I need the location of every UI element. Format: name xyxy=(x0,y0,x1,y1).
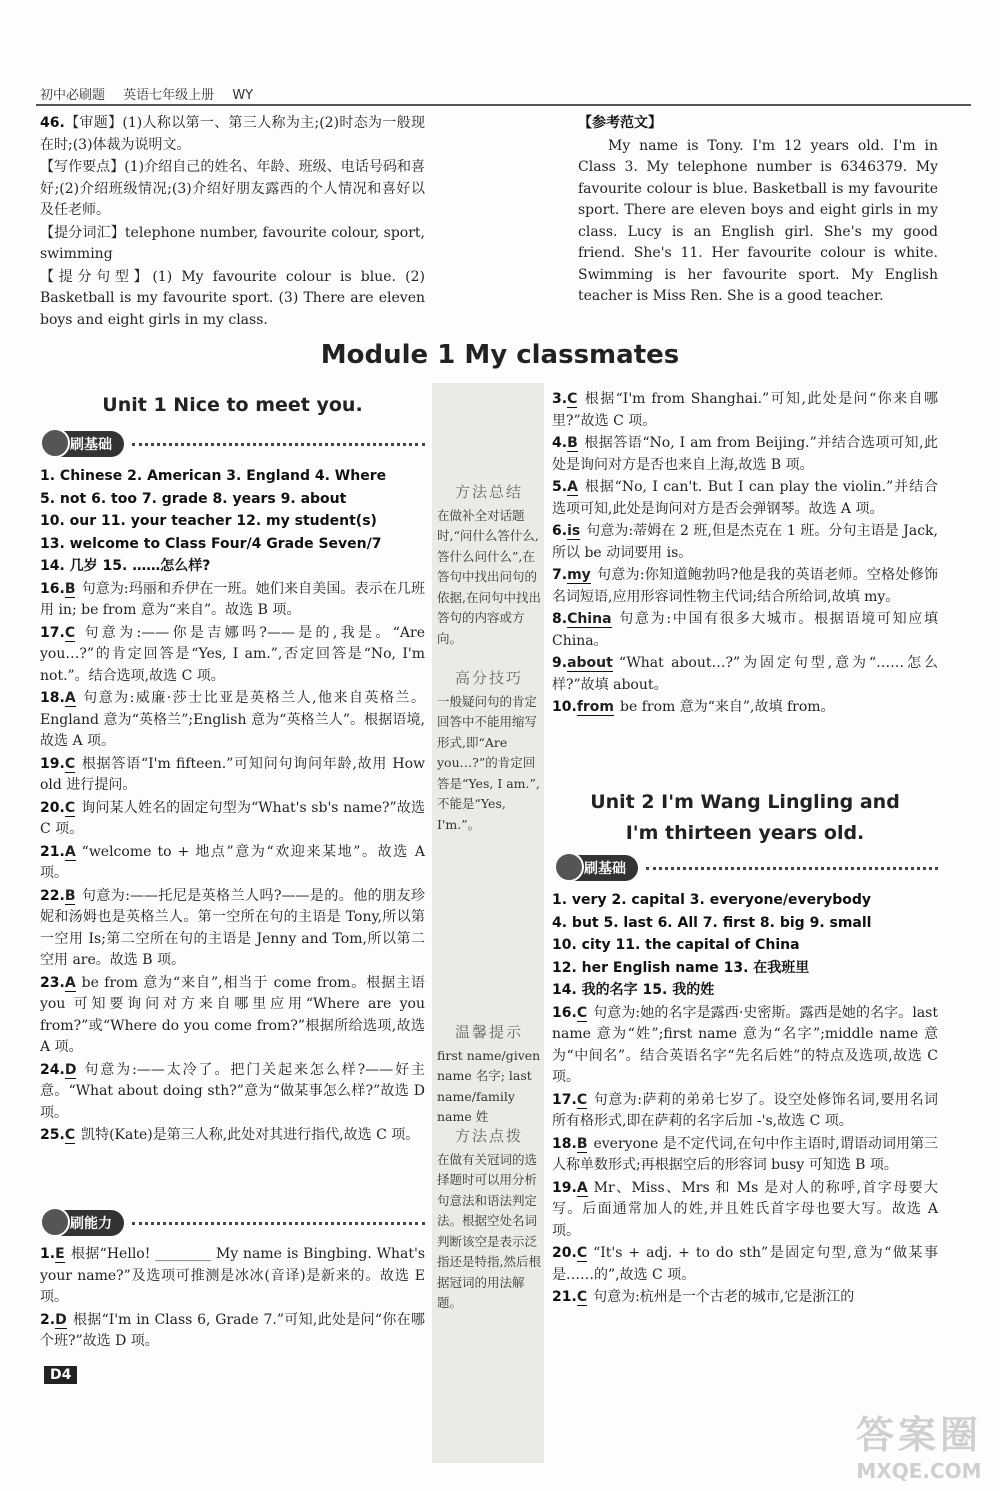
item-number: 4. xyxy=(552,435,568,451)
unit1-ability-answers xyxy=(40,1244,425,1354)
right-item xyxy=(552,389,938,432)
answer-letter: B xyxy=(64,887,76,904)
right-item xyxy=(552,653,938,696)
guide-text: 【写作要点】(1)介绍自己的姓名、年龄、班级、电话号码和喜好;(2)介绍班级情况;(3)介绍好朋友露西的个人情况和喜好以及任老师。 xyxy=(40,159,425,218)
item-number: 18. xyxy=(40,690,65,706)
right-item xyxy=(552,565,938,608)
answer-letter: B xyxy=(64,580,76,597)
u1-item xyxy=(40,688,425,753)
tip-text: first name/given name 名字; last name/family name 姓 xyxy=(437,1047,541,1124)
item-number: 1. xyxy=(40,1246,56,1262)
item-explanation: be from 意为“来自”,故填 from。 xyxy=(620,699,835,715)
tip-heading: 温馨提示 xyxy=(454,1023,523,1041)
item-number: 7. xyxy=(552,567,568,583)
u1-item xyxy=(40,1125,425,1147)
tip-heading: 高分技巧 xyxy=(454,669,523,687)
item-number: 16. xyxy=(552,1004,577,1021)
answer-letter: D xyxy=(64,1061,77,1078)
u1-item xyxy=(40,973,425,1059)
answer-letter: A xyxy=(64,974,76,991)
u1-item xyxy=(40,579,425,622)
u1-fill-line: 5. not 6. too 7. grade 8. years 9. about xyxy=(40,490,347,507)
item-number: 2. xyxy=(40,1311,56,1328)
item-explanation: 凯特(Kate)是第三人称,此处对其进行指代,故选 C 项。 xyxy=(81,1127,420,1143)
item-number: 6. xyxy=(552,523,568,539)
u2-item xyxy=(552,1243,938,1286)
tip-heading: 方法点拨 xyxy=(454,1127,523,1145)
item-explanation: 句意为:威廉·莎士比亚是英格兰人,他来自英格兰。England 意为“英格兰”;English 意为“英格兰人”。根据语境,故选 A 项。 xyxy=(40,690,425,749)
running-header xyxy=(40,84,267,103)
item-number: 10. xyxy=(552,699,577,715)
right-item xyxy=(552,521,938,564)
tag-divider xyxy=(132,443,425,446)
tip-heading: 方法总结 xyxy=(454,483,523,501)
item-explanation: 根据“No, I can't. But I can play the violin.”并结合选项可知,此处是询问对方是否会弹钢琴。故选 A 项。 xyxy=(552,479,938,517)
u2-item xyxy=(552,1178,938,1243)
item-explanation: “It's + adj. + to do sth”是固定句型,意为“做某事是……的”,故选 C 项。 xyxy=(552,1245,938,1283)
item-explanation: “What about…?”为固定句型,意为“……怎么样?”故填 about。 xyxy=(552,655,938,693)
item-explanation: “welcome to + 地点”意为“欢迎来某地”。故选 A 项。 xyxy=(40,843,425,881)
item-explanation: 句意为:杭州是一个古老的城市,它是浙江的 xyxy=(593,1289,855,1305)
item-number: 23. xyxy=(40,974,65,991)
basic-tag-u1 xyxy=(48,430,425,458)
item-number: 22. xyxy=(40,887,65,904)
item-number: 17. xyxy=(40,624,65,641)
unit1-answers xyxy=(40,466,425,1148)
answer-letter: C xyxy=(64,799,76,816)
item-number: 18. xyxy=(552,1135,577,1152)
right-item xyxy=(552,433,938,476)
item-number: 46. xyxy=(40,115,65,131)
guide-text: 【审题】(1)人称以第一、第三人称为主;(2)时态为一般现在时;(3)体裁为说明文。 xyxy=(40,115,425,153)
item-explanation: 句意为:——你是吉娜吗?——是的,我是。“Are you…?”的肯定回答是“Yes, I am.”,否定回答是“No, I'm not.”。结合选项,故选 C 项。 xyxy=(40,624,425,684)
u2-fill-line: 10. city 11. the capital of China xyxy=(552,937,800,953)
model-essay xyxy=(578,113,938,309)
item-explanation: Mr、Miss、Mrs 和 Ms 是对人的称呼,首字母要大写。后面通常加人的姓,并且姓氏首字母也要大写。故选 A 项。 xyxy=(552,1179,938,1239)
tag-divider xyxy=(646,867,938,870)
u2-item xyxy=(552,1287,938,1309)
answer-letter: is xyxy=(567,523,581,539)
item-explanation: 根据答语“I'm fifteen.”可知问句询问年龄,故用 How old 进行提问。 xyxy=(40,755,425,793)
edition: WY xyxy=(232,88,254,103)
answer-letter: A xyxy=(64,843,76,860)
answer-letter: D xyxy=(55,1311,67,1328)
ability-tag-label: 刷能力 xyxy=(48,1210,124,1236)
guide-text: 【提分句型】(1) My favourite colour is blue. (2) Basketball is my favourite sport. (3) There are eleven boys and eight girls in my class. xyxy=(40,268,425,328)
item-explanation: 根据“Hello! ________ My name is Bingbing. What's your name?”及选项可推测是冰冰(音译)是新来的。故选 E 项。 xyxy=(40,1246,425,1305)
page-number: D4 xyxy=(44,1366,77,1384)
item-explanation: 根据答语“No, I am from Beijing.”并结合选项可知,此处是询问对方是否也来自上海,故选 B 项。 xyxy=(552,435,938,473)
right-item xyxy=(552,697,938,719)
tip-scoring-skill xyxy=(437,668,541,835)
item-explanation: 句意为:萨莉的弟弟七岁了。设空处修饰名词,要用名词所有格形式,即在萨莉的名字后加 -'s,故选 C 项。 xyxy=(552,1091,938,1129)
answer-letter: A xyxy=(576,1179,588,1196)
u1-item xyxy=(40,798,425,841)
answer-letter: about xyxy=(567,655,613,671)
answer-letter: A xyxy=(567,479,578,495)
item-explanation: everyone 是不定代词,在句中作主语时,谓语动词用第三人称单数形式;再根据空后的形容词 busy 可知选 B 项。 xyxy=(552,1135,938,1173)
u1-ability-item xyxy=(40,1310,425,1353)
item-explanation: 句意为:蒂姆在 2 班,但是杰克在 1 班。分句主语是 Jack,所以 be 动词要用 is。 xyxy=(552,523,938,561)
item-number: 8. xyxy=(552,611,568,627)
item-number: 25. xyxy=(40,1127,65,1143)
unit2-title-line2: I'm thirteen years old. xyxy=(625,822,865,844)
item-number: 9. xyxy=(552,655,568,671)
answer-letter: China xyxy=(567,611,612,627)
right-item xyxy=(552,477,938,520)
answer-letter: C xyxy=(64,1127,76,1143)
answer-letter: C xyxy=(64,624,76,641)
answer-letter: A xyxy=(64,690,76,706)
item-explanation: 句意为:她的名字是露西·史密斯。露西是她的名字。last name 意为“姓”;first name 意为“名字”;middle name 意为“中间名”。结合英语名字“先名后姓”的特点及选项,故选 C 项。 xyxy=(552,1004,938,1085)
model-essay-heading: 【参考范文】 xyxy=(578,115,662,131)
writing-guide-line xyxy=(40,223,425,266)
u1-ability-item xyxy=(40,1244,425,1309)
unit2-title-line1: Unit 2 I'm Wang Lingling and xyxy=(590,791,900,813)
answer-letter: from xyxy=(576,699,615,715)
answer-letter: my xyxy=(567,567,591,583)
item-number: 19. xyxy=(552,1179,577,1196)
u2-fill-line: 4. but 5. last 6. All 7. first 8. big 9. small xyxy=(552,914,872,931)
item-number: 19. xyxy=(40,755,65,772)
book-name: 初中必刷题 xyxy=(40,88,106,103)
item-number: 3. xyxy=(552,391,568,407)
watermark xyxy=(856,1404,982,1483)
u1-item xyxy=(40,754,425,797)
unit1-answers-continued xyxy=(552,389,938,720)
u1-item xyxy=(40,842,425,885)
tip-method-guide xyxy=(437,1126,541,1314)
tip-reminder xyxy=(437,1022,541,1128)
model-essay-text: My name is Tony. I'm 12 years old. I'm in Class 3. My telephone number is 6346379. My favourite colour is blue. Basketball is my favourite sport. There are eleven boys and eight girls in my class. Lucy is an English girl. She's my good friend. She's 11. Her favourite colour is white. Swimming is her favourite sport. My English teacher is Miss Ren. She is a good teacher. xyxy=(578,137,938,304)
unit2-title xyxy=(552,787,938,849)
item-explanation: 句意为:玛丽和乔伊在一班。她们来自美国。表示在几班用 in; be from 意为“来自”。故选 B 项。 xyxy=(40,580,425,618)
basic-tag-u2 xyxy=(562,854,938,882)
basic-tag-label: 刷基础 xyxy=(48,431,124,457)
watermark-url: MXQE.COM xyxy=(856,1459,982,1483)
u2-fill-line: 1. very 2. capital 3. everyone/everybody xyxy=(552,892,871,908)
ability-tag-u1 xyxy=(48,1209,425,1237)
answer-letter: B xyxy=(567,435,578,451)
writing-guide xyxy=(40,113,425,332)
u1-fill-line: 1. Chinese 2. American 3. England 4. Where xyxy=(40,468,387,484)
u2-item xyxy=(552,1134,938,1177)
guide-text: 【提分词汇】telephone number, favourite colour, sport, swimming xyxy=(40,224,425,262)
right-item xyxy=(552,609,938,652)
answer-letter: C xyxy=(576,1091,588,1108)
answer-letter: E xyxy=(55,1246,65,1262)
u1-item xyxy=(40,886,425,972)
answer-letter: C xyxy=(576,1004,588,1021)
u1-fill-line: 14. 几岁 15. ……怎么样? xyxy=(40,558,211,574)
u2-item xyxy=(552,1003,938,1089)
item-number: 17. xyxy=(552,1091,577,1108)
item-number: 20. xyxy=(552,1245,577,1261)
writing-guide-line xyxy=(40,157,425,222)
module-title: Module 1 My classmates xyxy=(320,340,680,370)
answer-letter: C xyxy=(567,391,578,407)
item-number: 20. xyxy=(40,799,65,816)
u1-fill-line: 13. welcome to Class Four/4 Grade Seven/7 xyxy=(40,535,382,552)
tip-text: 一般疑问句的肯定回答中不能用缩写形式,即“Are you…?”的肯定回答是“Yes, I am.”,不能是“Yes, I'm.”。 xyxy=(437,693,540,832)
u2-fill-line: 12. her English name 13. 在我班里 xyxy=(552,959,810,976)
tip-text: 在做补全对话题时,“问什么答什么,答什么问什么”,在答句中找出问句的依据,在问句中找出答句的内容或方向。 xyxy=(437,507,541,646)
tag-divider xyxy=(132,1222,425,1225)
item-number: 21. xyxy=(552,1289,577,1305)
u1-item xyxy=(40,623,425,688)
answer-letter: B xyxy=(576,1135,588,1152)
item-number: 16. xyxy=(40,580,65,597)
watermark-logo: 答案圈 xyxy=(855,1413,982,1457)
u2-item xyxy=(552,1090,938,1133)
item-number: 24. xyxy=(40,1061,65,1078)
writing-guide-line xyxy=(40,267,425,332)
answer-letter: C xyxy=(64,755,76,772)
tip-text: 在做有关冠词的选择题时可以用分析句意法和语法判定法。根据空处名词判断该空是表示泛指还是特指,然后根据冠词的用法解题。 xyxy=(437,1151,541,1310)
item-number: 21. xyxy=(40,843,65,860)
tip-method-summary xyxy=(437,482,541,649)
item-explanation: 句意为:中国有很多大城市。根据语境可知应填 China。 xyxy=(552,611,938,649)
item-explanation: be from 意为“来自”,相当于 come from。根据主语 you 可知要询问对方来自哪里应用“Where are you from?”或“Where do you come from?”根据所给选项,故选 A 项。 xyxy=(40,974,425,1055)
item-explanation: 句意为:——太冷了。把门关起来怎么样?——好主意。“What about doing sth?”意为“做某事怎么样?”故选 D 项。 xyxy=(40,1061,425,1121)
unit2-answers xyxy=(552,890,938,1310)
item-explanation: 句意为:你知道鲍勃吗?他是我的英语老师。空格处修饰名词短语,应用形容词性物主代词;结合所给词,故填 my。 xyxy=(552,567,938,605)
answer-letter: C xyxy=(576,1289,588,1305)
item-explanation: 根据“I'm from Shanghai.”可知,此处是问“你来自哪里?”故选 C 项。 xyxy=(552,391,938,429)
u2-fill-line: 14. 我的名字 15. 我的姓 xyxy=(552,982,715,998)
subject-name: 英语七年级上册 xyxy=(123,88,215,103)
header-rule xyxy=(36,104,971,106)
item-explanation: 询问某人姓名的固定句型为“What's sb's name?”故选 C 项。 xyxy=(40,799,425,837)
item-explanation: 句意为:——托尼是英格兰人吗?——是的。他的朋友珍妮和汤姆也是英格兰人。第一空所在句的主语是 Tony,所以第一空用 Is;第二空所在句的主语是 Jenny and Tom,所以第二空用 are。故选 B 项。 xyxy=(40,887,425,968)
u1-item xyxy=(40,1060,425,1125)
item-number: 5. xyxy=(552,479,568,495)
item-explanation: 根据“I'm in Class 6, Grade 7.”可知,此处是问“你在哪个班?”故选 D 项。 xyxy=(40,1311,425,1349)
unit1-title: Unit 1 Nice to meet you. xyxy=(102,394,363,416)
u1-fill-line: 10. our 11. your teacher 12. my student(s) xyxy=(40,513,377,529)
writing-guide-line xyxy=(40,113,425,156)
answer-letter: C xyxy=(576,1245,588,1261)
basic-tag-label: 刷基础 xyxy=(562,855,638,881)
